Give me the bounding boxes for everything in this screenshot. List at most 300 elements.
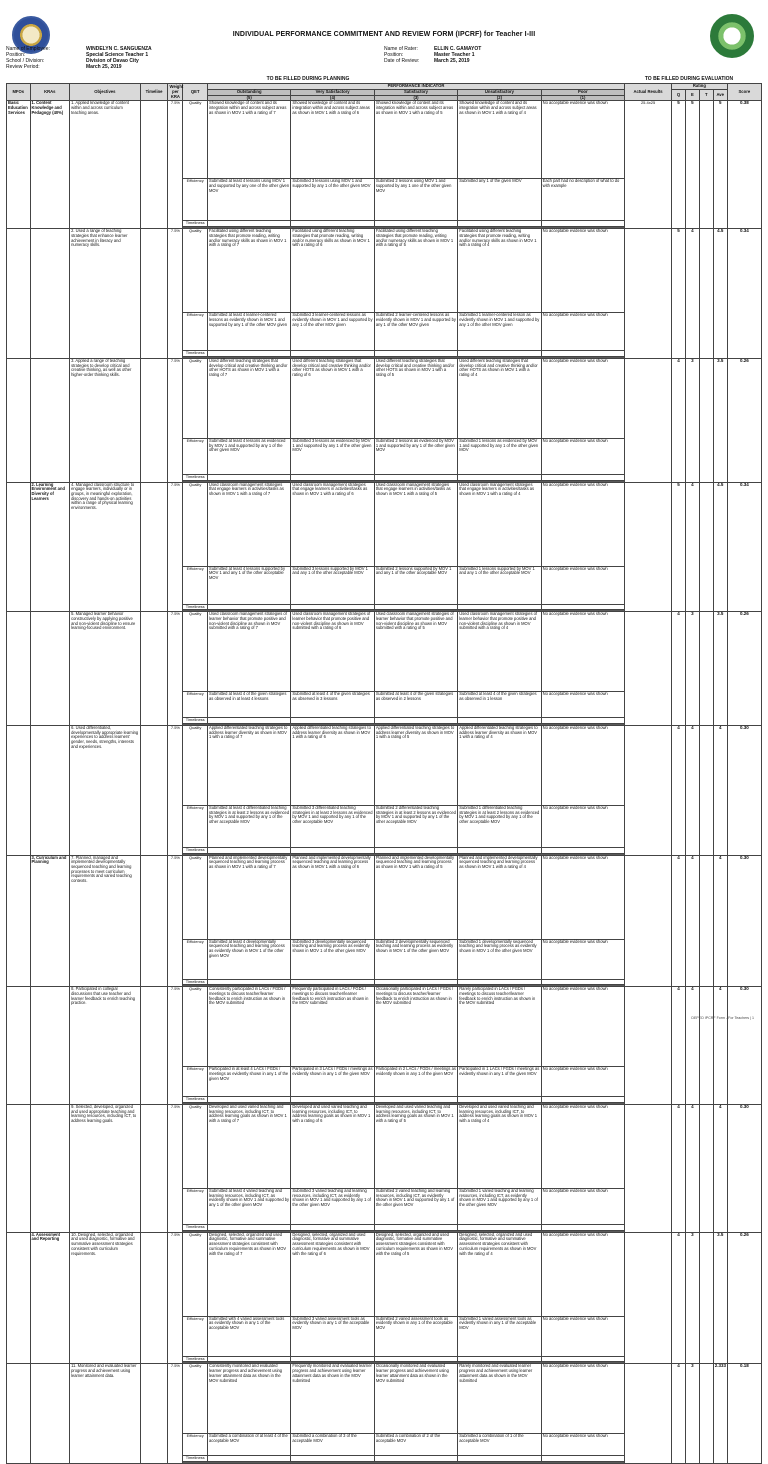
rating-score-cell: 0.34 bbox=[727, 482, 761, 612]
timeliness-label: Timeliness bbox=[183, 979, 208, 985]
col-poor-n: (1) bbox=[541, 95, 624, 101]
info-value: Special Science Teacher 1 bbox=[86, 52, 149, 58]
rating-q-cell: 4 bbox=[672, 987, 686, 1105]
efficiency-indicator-cell: Submitted 2 differentiated teaching strategies in at least 2 lessons as evidenced by MOV 1 and supported by any 1 of the other acceptable MOV bbox=[374, 805, 457, 847]
quality-indicator-cell: No acceptable evidence was shown bbox=[541, 482, 624, 566]
quality-indicator-cell: Used classroom management strategies of learner behavior that promote positive and non-violent discipline as shown in MOV submitted with a rating of 5 bbox=[374, 612, 457, 692]
col-e: E bbox=[685, 90, 699, 101]
timeliness-label: Timeliness bbox=[183, 221, 208, 227]
rating-score-cell: 0.26 bbox=[727, 612, 761, 726]
rating-ave-cell: 2.333 bbox=[713, 1364, 727, 1464]
objective-row bbox=[7, 1364, 762, 1434]
col-unsatisfactory-n: (2) bbox=[458, 95, 541, 101]
rating-q-cell: 4 bbox=[672, 725, 686, 855]
objective-cell: 3. Applied a range of teaching strategies to develop critical and creative thinking, as well as other higher-order thinking skills. bbox=[70, 358, 141, 482]
rating-score-cell: 0.30 bbox=[727, 1105, 761, 1233]
actual-results-cell: 25.4x25 bbox=[625, 101, 672, 229]
efficiency-indicator-cell: Participated in 3 LACs / FGDs / meetings as evidently shown in any 1 of the given MOV bbox=[291, 1067, 374, 1097]
efficiency-indicator-cell: Submitted a combination of at least 4 of the acceptable MOV bbox=[208, 1434, 291, 1456]
objective-row bbox=[7, 612, 762, 692]
quality-label: Quality bbox=[183, 855, 208, 939]
rating-ave-cell: 3.5 bbox=[713, 1232, 727, 1364]
quality-indicator-cell: Used different teaching strategies that develop critical and creative thinking and/or other HOTS as shown in MOV 1 with a rating of 7 bbox=[208, 358, 291, 438]
efficiency-label: Efficiency bbox=[183, 438, 208, 474]
rating-e-cell: 4 bbox=[685, 1105, 699, 1233]
rating-t-cell bbox=[699, 229, 713, 359]
efficiency-indicator-cell: Submitted a combination of 2 of the acceptable MOV bbox=[374, 1434, 457, 1456]
efficiency-indicator-cell: Submitted 3 developmentally sequenced teaching and learning process as evidently shown in MOV 1 of the other given MOV bbox=[291, 939, 374, 979]
rating-e-cell: 4 bbox=[685, 855, 699, 987]
timeliness-label: Timeliness bbox=[183, 1456, 208, 1462]
col-very-satisfactory-n: (4) bbox=[291, 95, 374, 101]
efficiency-label: Efficiency bbox=[183, 1067, 208, 1097]
info-row bbox=[6, 64, 152, 70]
col-score: Score bbox=[727, 84, 761, 101]
quality-label: Quality bbox=[183, 101, 208, 179]
mfo-cell bbox=[7, 725, 31, 855]
efficiency-indicator-cell: Submitted 1 differentiated teaching strategies in at least 2 lessons as evidenced by MOV 1 and supported by any 1 of the other acceptable MOV bbox=[458, 805, 541, 847]
efficiency-indicator-cell: Submitted 3 varied teaching and learning resources, including ICT, as evidently shown in MOV 1 and supported by any 1 of the other given MOV bbox=[291, 1189, 374, 1225]
rating-q-cell: 4 bbox=[672, 1105, 686, 1233]
quality-indicator-cell: Designed, selected, organized and used diagnostic, formative and summative assessment strategies consistent with curriculum requirements as shown in MOV with the rating of 6 bbox=[291, 1232, 374, 1316]
mfo-cell bbox=[7, 1105, 31, 1233]
col-rating: Rating bbox=[672, 84, 728, 90]
efficiency-indicator-cell: Submitted 1 varied teaching and learning resources, including ICT, as evidently shown in MOV 1 and supported by any 1 of the other given MOV bbox=[458, 1189, 541, 1225]
page-footer: DEPED IPCRF Form - For Teachers | 1 bbox=[691, 1016, 754, 1020]
efficiency-indicator-cell: Submitted 2 lessons supported by MOV 1 and any 1 of the other acceptable MOV bbox=[374, 566, 457, 604]
kra-cell: 2. Learning Environment and Diversity of Learners bbox=[30, 482, 70, 612]
quality-indicator-cell: Developed and used varied teaching and learning resources, including ICT, to address learning goals as shown in MOV 1 with a rating of 6 bbox=[291, 1105, 374, 1189]
quality-indicator-cell: Used classroom management strategies that engage learners in activities/tasks as shown in MOV 1 with a rating of 5 bbox=[374, 482, 457, 566]
mfo-cell bbox=[7, 358, 31, 482]
quality-indicator-cell: Showed knowledge of content and its integration within and across subject areas as shown in MOV 1 with a rating of 7 bbox=[208, 101, 291, 179]
col-unsatisfactory: Unsatisfactory bbox=[458, 90, 541, 96]
quality-indicator-cell: Planned and implemented developmentally sequenced teaching and learning process as shown in MOV 1 with a rating of 6 bbox=[291, 855, 374, 939]
weight-cell: 7.5% bbox=[168, 358, 183, 482]
actual-results-cell bbox=[625, 229, 672, 359]
efficiency-label: Efficiency bbox=[183, 1434, 208, 1456]
rating-score-cell: 0.18 bbox=[727, 1364, 761, 1464]
timeliness-label: Timeliness bbox=[183, 474, 208, 480]
rating-e-cell: 3 bbox=[685, 358, 699, 482]
quality-indicator-cell: Consistently participated in LACs / FGDs / meetings to discuss teacher/learner feedback to enrich instruction as shown in the MOV submitted bbox=[208, 987, 291, 1067]
rating-t-cell bbox=[699, 855, 713, 987]
efficiency-indicator-cell: No acceptable evidence was shown bbox=[541, 805, 624, 847]
timeliness-label: Timeliness bbox=[183, 1225, 208, 1231]
rating-ave-cell: 3.5 bbox=[713, 612, 727, 726]
rating-e-cell: 4 bbox=[685, 725, 699, 855]
kra-cell bbox=[30, 1105, 70, 1233]
objective-row bbox=[7, 101, 762, 179]
mfo-cell bbox=[7, 987, 31, 1105]
timeliness-label: Timeliness bbox=[183, 351, 208, 357]
efficiency-indicator-cell: Submitted 3 lessons supported by MOV 1 and any 1 of the other acceptable MOV bbox=[291, 566, 374, 604]
col-poor: Poor bbox=[541, 90, 624, 96]
actual-results-cell bbox=[625, 1364, 672, 1464]
mfo-cell bbox=[7, 1232, 31, 1364]
quality-indicator-cell: Used different teaching strategies that develop critical and creative thinking and/or other HOTS as shown in MOV 1 with a rating of 6 bbox=[291, 358, 374, 438]
efficiency-indicator-cell: Each part had no description of what to do with example bbox=[541, 179, 624, 221]
quality-indicator-cell: Applied differentiated teaching strategies to address learner diversity as shown in MOV 1 with a rating of 6 bbox=[291, 725, 374, 805]
efficiency-indicator-cell: Participated in 1 LACs / FGDs / meetings as evidently shown in any 1 of the given MOV bbox=[458, 1067, 541, 1097]
efficiency-indicator-cell: Submitted 2 varied assessment tools as evidently shown in any 1 of the acceptable MOV bbox=[374, 1316, 457, 1356]
objective-cell: 7. Planned, managed and implemented developmentally sequenced teaching and learning processes to meet curriculum requirements and varied teaching contexts. bbox=[70, 855, 141, 987]
col-weight: Weight per KRA bbox=[168, 84, 183, 101]
quality-label: Quality bbox=[183, 725, 208, 805]
objective-cell: 8. Participated in collegial discussions that use teacher and learner feedback to enrich teaching practice. bbox=[70, 987, 141, 1105]
rating-score-cell: 0.26 bbox=[727, 1232, 761, 1364]
rating-e-cell: 4 bbox=[685, 229, 699, 359]
weight-cell: 7.5% bbox=[168, 229, 183, 359]
separator-cell bbox=[183, 1462, 625, 1464]
rating-t-cell bbox=[699, 1105, 713, 1233]
rating-t-cell bbox=[699, 1232, 713, 1364]
col-q: Q bbox=[672, 90, 686, 101]
mfo-cell bbox=[7, 855, 31, 987]
mfo-cell bbox=[7, 482, 31, 612]
timeline-cell bbox=[140, 612, 168, 726]
efficiency-indicator-cell: Submitted 2 lessons as evidenced by MOV 1 and supported by any 1 of the other given MOV bbox=[374, 438, 457, 474]
quality-indicator-cell: Used classroom management strategies that engage learners in activities/tasks as shown in MOV 1 with a rating of 4 bbox=[458, 482, 541, 566]
kra-cell bbox=[30, 725, 70, 855]
quality-indicator-cell: Planned and implemented developmentally sequenced teaching and learning process as shown in MOV 1 with a rating of 7 bbox=[208, 855, 291, 939]
quality-indicator-cell: No acceptable evidence was shown bbox=[541, 725, 624, 805]
mfo-cell bbox=[7, 1364, 31, 1464]
info-value: WINDELYN C. SANGUENZA bbox=[86, 46, 152, 52]
quality-indicator-cell: Showed knowledge of content and its integration within and across subject areas as shown in MOV 1 with a rating of 4 bbox=[458, 101, 541, 179]
timeline-cell bbox=[140, 101, 168, 229]
rating-t-cell bbox=[699, 358, 713, 482]
quality-label: Quality bbox=[183, 482, 208, 566]
weight-cell: 7.5% bbox=[168, 1105, 183, 1233]
rating-t-cell bbox=[699, 101, 713, 229]
quality-label: Quality bbox=[183, 358, 208, 438]
kra-cell bbox=[30, 1364, 70, 1464]
efficiency-indicator-cell: Submitted 1 learner-centered lesson as evidently shown in MOV 1 and supported by any 1 of the other MOV given bbox=[458, 313, 541, 351]
quality-indicator-cell: Developed and used varied teaching and learning resources, including ICT, to address learning goals as shown in MOV 1 with a rating of 5 bbox=[374, 1105, 457, 1189]
quality-indicator-cell: No acceptable evidence was shown bbox=[541, 1364, 624, 1434]
ipcrf-table-body bbox=[7, 101, 762, 1464]
quality-label: Quality bbox=[183, 1364, 208, 1434]
col-satisfactory-n: (3) bbox=[374, 95, 457, 101]
efficiency-indicator-cell: Submitted at least 4 lessons supported by MOV 1 and any 1 of the other acceptable MOV bbox=[208, 566, 291, 604]
actual-results-cell bbox=[625, 725, 672, 855]
objective-cell: 10. Designed, selected, organized and used diagnostic, formative and summative assessment strategies consistent with curriculum requirements. bbox=[70, 1232, 141, 1364]
rating-score-cell: 0.30 bbox=[727, 855, 761, 987]
efficiency-indicator-cell: Submitted a combination of 3 of the acceptable MOV bbox=[291, 1434, 374, 1456]
efficiency-label: Efficiency bbox=[183, 692, 208, 718]
col-performance-indicator: PERFORMANCE INDICATOR bbox=[208, 84, 625, 90]
col-ave: Ave bbox=[713, 90, 727, 101]
col-timeline: Timeline bbox=[140, 84, 168, 101]
timeline-cell bbox=[140, 482, 168, 612]
weight-cell: 7.5% bbox=[168, 725, 183, 855]
timeline-cell bbox=[140, 1232, 168, 1364]
col-mfos: MFOs bbox=[7, 84, 31, 101]
rating-e-cell: 3 bbox=[685, 1232, 699, 1364]
objective-row bbox=[7, 358, 762, 438]
rating-e-cell: 5 bbox=[685, 101, 699, 229]
quality-indicator-cell: Planned and implemented developmentally sequenced teaching and learning process as shown in MOV 1 with a rating of 5 bbox=[374, 855, 457, 939]
actual-results-cell bbox=[625, 482, 672, 612]
efficiency-indicator-cell: Submitted at least 4 developmentally sequenced teaching and learning process as evidently shown in MOV 1 of the other given MOV bbox=[208, 939, 291, 979]
weight-cell: 7.5% bbox=[168, 482, 183, 612]
weight-cell: 7.5% bbox=[168, 855, 183, 987]
rating-score-cell: 0.30 bbox=[727, 725, 761, 855]
objective-cell: 5. Managed learner behavior constructively by applying positive and non-violent discipline to ensure learning-focused environment. bbox=[70, 612, 141, 726]
timeliness-label: Timeliness bbox=[183, 1356, 208, 1362]
quality-indicator-cell: No acceptable evidence was shown bbox=[541, 1232, 624, 1316]
efficiency-label: Efficiency bbox=[183, 566, 208, 604]
quality-indicator-cell: No acceptable evidence was shown bbox=[541, 855, 624, 939]
timeliness-label: Timeliness bbox=[183, 1097, 208, 1103]
quality-indicator-cell: Occasionally participated in LACs / FGDs / meetings to discuss teacher/learner feedback to enrich instruction as shown in the MOV submitted bbox=[374, 987, 457, 1067]
quality-indicator-cell: Applied differentiated teaching strategies to address learner diversity as shown in MOV 1 with a rating of 5 bbox=[374, 725, 457, 805]
info-label: Position: bbox=[6, 52, 26, 58]
objective-cell: 2. Used a range of teaching strategies that enhance learner achievement in literacy and numeracy skills. bbox=[70, 229, 141, 359]
rating-ave-cell: 4 bbox=[713, 725, 727, 855]
rating-ave-cell: 3.5 bbox=[713, 358, 727, 482]
actual-results-cell bbox=[625, 987, 672, 1105]
quality-label: Quality bbox=[183, 1232, 208, 1316]
quality-indicator-cell: Facilitated using different teaching strategies that promote reading, writing and/or numeracy skills as shown in MOV 1 with a rating of 6 bbox=[291, 229, 374, 313]
evaluation-banner: TO BE FILLED DURING EVALUATION bbox=[644, 76, 734, 82]
info-value: March 25, 2019 bbox=[434, 58, 470, 64]
info-value: March 25, 2019 bbox=[86, 64, 122, 70]
col-outstanding-n: (5) bbox=[208, 95, 291, 101]
objective-cell: 6. Used differentiated, developmentally appropriate learning experiences to address learners' gender, needs, strengths, interests and experiences. bbox=[70, 725, 141, 855]
kra-cell: 3. Curriculum and Planning bbox=[30, 855, 70, 987]
efficiency-indicator-cell: Submitted at least 4 differentiated teaching strategies in at least 2 lessons as evidenced by MOV 1 and supported by any 1 of the other acceptable MOV bbox=[208, 805, 291, 847]
quality-indicator-cell: Used classroom management strategies that engage learners in activities/tasks as shown in MOV 1 with a rating of 6 bbox=[291, 482, 374, 566]
timeline-cell bbox=[140, 725, 168, 855]
efficiency-indicator-cell: Submitted at least 4 of the given strategies as observed in 1 lesson bbox=[458, 692, 541, 718]
col-qet: QET bbox=[183, 84, 208, 101]
rating-score-cell: 0.38 bbox=[727, 101, 761, 229]
timeline-cell bbox=[140, 987, 168, 1105]
timeline-cell bbox=[140, 358, 168, 482]
efficiency-indicator-cell: No acceptable evidence was shown bbox=[541, 1189, 624, 1225]
rating-ave-cell: 4.5 bbox=[713, 229, 727, 359]
rating-t-cell bbox=[699, 1364, 713, 1464]
rating-q-cell: 4 bbox=[672, 612, 686, 726]
efficiency-indicator-cell: No acceptable evidence was shown bbox=[541, 1434, 624, 1456]
efficiency-indicator-cell: Submitted 3 varied assessment tools as evidently shown in any 1 of the acceptable MOV bbox=[291, 1316, 374, 1356]
info-value: ELLIN C. GAMAYOT bbox=[434, 46, 482, 52]
rating-t-cell bbox=[699, 612, 713, 726]
col-actual-results: Actual Results bbox=[625, 84, 672, 101]
planning-banner: TO BE FILLED DURING PLANNING bbox=[266, 76, 350, 82]
info-label: Name of Employee: bbox=[6, 46, 50, 52]
mfo-cell bbox=[7, 229, 31, 359]
col-satisfactory: Satisfactory bbox=[374, 90, 457, 96]
rating-score-cell: 0.26 bbox=[727, 358, 761, 482]
efficiency-indicator-cell: No acceptable evidence was shown bbox=[541, 1316, 624, 1356]
quality-indicator-cell: Showed knowledge of content and its integration within and across subject areas as shown in MOV 1 with a rating of 5 bbox=[374, 101, 457, 179]
efficiency-indicator-cell: Submitted at least 4 lessons using MOV 1 and supported by any one of the other given MOV bbox=[208, 179, 291, 221]
efficiency-indicator-cell: Submitted 1 varied assessment tools as evidently shown in any 1 of the acceptable MOV bbox=[458, 1316, 541, 1356]
employee-info bbox=[6, 46, 152, 70]
objective-row bbox=[7, 1232, 762, 1316]
objective-row bbox=[7, 987, 762, 1067]
rating-score-cell: 0.34 bbox=[727, 229, 761, 359]
quality-indicator-cell: Designed, selected, organized and used diagnostic, formative and summative assessment strategies consistent with curriculum requirements as shown in MOV with the rating of 4 bbox=[458, 1232, 541, 1316]
objective-row bbox=[7, 482, 762, 566]
col-very-satisfactory: Very Satisfactory bbox=[291, 90, 374, 96]
info-label: Review Period: bbox=[6, 64, 40, 70]
quality-indicator-cell: No acceptable evidence was shown bbox=[541, 229, 624, 313]
quality-indicator-cell: Frequently participated in LACs / FGDs / meetings to discuss teacher/learner feedback to enrich instruction as shown in the MOV submitted bbox=[291, 987, 374, 1067]
quality-indicator-cell: Consistently monitored and evaluated learner progress and achievement using learner attainment data as shown in the MOV submitted bbox=[208, 1364, 291, 1434]
efficiency-indicator-cell: Submitted 1 lessons as evidenced by MOV 1 and supported by any 1 of the other given MOV bbox=[458, 438, 541, 474]
objective-row bbox=[7, 725, 762, 805]
col-t: T bbox=[699, 90, 713, 101]
rating-q-cell: 5 bbox=[672, 229, 686, 359]
weight-cell: 7.5% bbox=[168, 1364, 183, 1464]
quality-indicator-cell: Used classroom management strategies of learner behavior that promote positive and non-violent discipline as shown in MOV submitted with a rating of 7 bbox=[208, 612, 291, 692]
rating-q-cell: 4 bbox=[672, 1232, 686, 1364]
info-label: Date of Review: bbox=[384, 58, 420, 64]
rating-score-cell: 0.30 bbox=[727, 987, 761, 1105]
info-value: Division of Davao City bbox=[86, 58, 139, 64]
mfo-cell bbox=[7, 612, 31, 726]
timeline-cell bbox=[140, 1364, 168, 1464]
kra-cell bbox=[30, 358, 70, 482]
quality-indicator-cell: Showed knowledge of content and its integration within and across subject areas as shown in MOV 1 with a rating of 6 bbox=[291, 101, 374, 179]
objective-row bbox=[7, 1105, 762, 1189]
efficiency-indicator-cell: Submitted 3 lessons as evidenced by MOV 1 and supported by any 1 of the other given MOV bbox=[291, 438, 374, 474]
efficiency-indicator-cell: Submitted at least 4 varied teaching and learning resources, including ICT, as evidently shown in MOV 1 and supported by any 1 of the other given MOV bbox=[208, 1189, 291, 1225]
efficiency-indicator-cell: No acceptable evidence was shown bbox=[541, 1067, 624, 1097]
kra-cell: 4. Assessment and Reporting bbox=[30, 1232, 70, 1364]
efficiency-indicator-cell: Submitted at least 4 of the given strategies as observed in at least 4 lessons bbox=[208, 692, 291, 718]
rater-info bbox=[384, 46, 481, 64]
timeliness-label: Timeliness bbox=[183, 718, 208, 724]
objective-cell: 11. Monitored and evaluated learner progress and achievement using learner attainment data. bbox=[70, 1364, 141, 1464]
efficiency-indicator-cell: Submitted a combination of 1 of the acceptable MOV bbox=[458, 1434, 541, 1456]
weight-cell: 7.5% bbox=[168, 101, 183, 229]
quality-indicator-cell: Facilitated using different teaching strategies that promote reading, writing and/or numeracy skills as shown in MOV 1 with a rating of 5 bbox=[374, 229, 457, 313]
kra-cell: 1. Content Knowledge and Pedagogy (40%) bbox=[30, 101, 70, 229]
quality-indicator-cell: Used classroom management strategies of learner behavior that promote positive and non-violent discipline as shown in MOV submitted with a rating of 4 bbox=[458, 612, 541, 692]
efficiency-indicator-cell: Submitted at least 4 lessons as evidenced by MOV 1 and supported by any 1 of the other given MOV bbox=[208, 438, 291, 474]
quality-indicator-cell: No acceptable evidence was shown bbox=[541, 101, 624, 179]
actual-results-cell bbox=[625, 1232, 672, 1364]
quality-indicator-cell: Facilitated using different teaching strategies that promote reading, writing and/or numeracy skills as shown in MOV 1 with a rating of 4 bbox=[458, 229, 541, 313]
rating-ave-cell: 5 bbox=[713, 101, 727, 229]
quality-indicator-cell: Frequently monitored and evaluated learner progress and achievement using learner attainment data as shown in the MOV submitted bbox=[291, 1364, 374, 1434]
objective-cell: 9. Selected, developed, organized and used appropriate teaching and learning resources, including ICT, to address learning goals. bbox=[70, 1105, 141, 1233]
info-label: Name of Rater: bbox=[384, 46, 418, 52]
efficiency-indicator-cell: Submitted 1 lessons supported by MOV 1 and any 1 of the other acceptable MOV bbox=[458, 566, 541, 604]
rating-q-cell: 5 bbox=[672, 482, 686, 612]
quality-indicator-cell: Designed, selected, organized and used diagnostic, formative and summative assessment strategies consistent with curriculum requirements as shown in MOV with the rating of 7 bbox=[208, 1232, 291, 1316]
efficiency-indicator-cell: Submitted at least 4 of the given strategies as observed in 3 lessons bbox=[291, 692, 374, 718]
quality-indicator-cell: Rarely monitored and evaluated learner progress and achievement using learner attainment data as shown in the MOV submitted bbox=[458, 1364, 541, 1434]
rating-e-cell: 3 bbox=[685, 1364, 699, 1464]
info-label: School / Division: bbox=[6, 58, 45, 64]
efficiency-indicator-cell: Submitted at least 4 of the given strategies as observed in 2 lessons bbox=[374, 692, 457, 718]
weight-cell: 7.5% bbox=[168, 612, 183, 726]
efficiency-indicator-cell: Participated in 2 LACs / FGDs / meetings as evidently shown in any 1 of the given MOV bbox=[374, 1067, 457, 1097]
quality-indicator-cell: No acceptable evidence was shown bbox=[541, 1105, 624, 1189]
efficiency-indicator-cell: No acceptable evidence was shown bbox=[541, 313, 624, 351]
objective-row bbox=[7, 229, 762, 313]
efficiency-label: Efficiency bbox=[183, 1189, 208, 1225]
rating-t-cell bbox=[699, 482, 713, 612]
rating-e-cell: 4 bbox=[685, 987, 699, 1105]
actual-results-cell bbox=[625, 358, 672, 482]
efficiency-indicator-cell: No acceptable evidence was shown bbox=[541, 939, 624, 979]
col-kras: KRAs bbox=[30, 84, 70, 101]
kra-cell bbox=[30, 229, 70, 359]
timeliness-label: Timeliness bbox=[183, 604, 208, 610]
quality-indicator-cell: Used different teaching strategies that develop critical and creative thinking and/or other HOTS as shown in MOV 1 with a rating of 5 bbox=[374, 358, 457, 438]
efficiency-indicator-cell: Submitted 1 developmentally sequenced teaching and learning process as evidently shown in MOV 1 of the other given MOV bbox=[458, 939, 541, 979]
info-value: Master Teacher 1 bbox=[434, 52, 475, 58]
quality-indicator-cell: Rarely participated in LACs / FGDs / meetings to discuss teacher/learner feedback to enrich instruction as shown in the MOV submitted bbox=[458, 987, 541, 1067]
quality-indicator-cell: Designed, selected, organized and used diagnostic, formative and summative assessment strategies consistent with curriculum requirements as shown in MOV with the rating of 5 bbox=[374, 1232, 457, 1316]
rating-ave-cell: 4.5 bbox=[713, 482, 727, 612]
quality-indicator-cell: Used different teaching strategies that develop critical and creative thinking and/or other HOTS as shown in MOV 1 with a rating of 4 bbox=[458, 358, 541, 438]
quality-indicator-cell: No acceptable evidence was shown bbox=[541, 358, 624, 438]
timeline-cell bbox=[140, 229, 168, 359]
quality-indicator-cell: Facilitated using different teaching strategies that promote reading, writing and/or numeracy skills as shown in MOV 1 with a rating of 7 bbox=[208, 229, 291, 313]
actual-results-cell bbox=[625, 612, 672, 726]
efficiency-indicator-cell: Submitted 2 lessons using MOV 1 and supported by any 1 one of the other given MOV bbox=[374, 179, 457, 221]
quality-label: Quality bbox=[183, 612, 208, 692]
rating-q-cell: 4 bbox=[672, 855, 686, 987]
quality-label: Quality bbox=[183, 987, 208, 1067]
rating-ave-cell: 4 bbox=[713, 855, 727, 987]
objective-cell: 4. Managed classroom structure to engage learners, individually or in groups, in meaningful exploration, discovery and hands-on activities within a range of physical learning environments. bbox=[70, 482, 141, 612]
quality-indicator-cell: Applied differentiated teaching strategies to address learner diversity as shown in MOV 1 with a rating of 7 bbox=[208, 725, 291, 805]
efficiency-indicator-cell: No acceptable evidence was shown bbox=[541, 692, 624, 718]
quality-indicator-cell: Occasionally monitored and evaluated learner progress and achievement using learner attainment data as shown in the MOV submitted bbox=[374, 1364, 457, 1434]
efficiency-indicator-cell: Submitted 2 varied teaching and learning resources, including ICT, as evidently shown in MOV 1 and supported by any 1 of the other given MOV bbox=[374, 1189, 457, 1225]
quality-indicator-cell: Used classroom management strategies of learner behavior that promote positive and non-violent discipline as shown in MOV submitted with a rating of 6 bbox=[291, 612, 374, 692]
efficiency-indicator-cell: Submitted 3 learner-centered lessons as evidently shown in MOV 1 and supported by any 1 of the other MOV given bbox=[291, 313, 374, 351]
mfo-cell: Basic Education Services bbox=[7, 101, 31, 229]
efficiency-indicator-cell: Submitted with 4 varied assessment tools as evidently shown in any 1 of the acceptable MOV bbox=[208, 1316, 291, 1356]
col-objectives: Objectives bbox=[70, 84, 141, 101]
rating-ave-cell: 4 bbox=[713, 987, 727, 1105]
efficiency-label: Efficiency bbox=[183, 313, 208, 351]
rating-e-cell: 3 bbox=[685, 612, 699, 726]
efficiency-indicator-cell: Submitted at least 4 learner-centered lessons as evidently shown in MOV 1 and supported by any 1 of the other MOV given bbox=[208, 313, 291, 351]
efficiency-indicator-cell: No acceptable evidence was shown bbox=[541, 438, 624, 474]
rating-e-cell: 4 bbox=[685, 482, 699, 612]
weight-cell: 7.5% bbox=[168, 987, 183, 1105]
quality-label: Quality bbox=[183, 229, 208, 313]
form-title: INDIVIDUAL PERFORMANCE COMMITMENT AND REVIEW FORM (IPCRF) for Teacher I-III bbox=[232, 31, 536, 38]
efficiency-indicator-cell: Submitted 3 differentiated teaching strategies in at least 2 lessons as evidenced by MOV 1 and supported by any 1 of the other acceptable MOV bbox=[291, 805, 374, 847]
info-label: Position: bbox=[384, 52, 404, 58]
weight-cell: 7.5% bbox=[168, 1232, 183, 1364]
timeliness-label: Timeliness bbox=[183, 847, 208, 853]
quality-indicator-cell: Developed and used varied teaching and learning resources, including ICT, to address learning goals as shown in MOV 1 with a rating of 7 bbox=[208, 1105, 291, 1189]
efficiency-indicator-cell: Submitted 2 developmentally sequenced teaching and learning process as evidently shown in MOV 1 of the other given MOV bbox=[374, 939, 457, 979]
kra-cell bbox=[30, 612, 70, 726]
timeline-cell bbox=[140, 855, 168, 987]
kra-cell bbox=[30, 987, 70, 1105]
efficiency-indicator-cell: Submitted 2 learner-centered lessons as evidently shown in MOV 1 and supported by any 1 of the other MOV given bbox=[374, 313, 457, 351]
rating-t-cell bbox=[699, 725, 713, 855]
quality-indicator-cell: Used classroom management strategies that engage learners in activities/tasks as shown in MOV 1 with a rating of 7 bbox=[208, 482, 291, 566]
efficiency-indicator-cell: No acceptable evidence was shown bbox=[541, 566, 624, 604]
quality-indicator-cell: Applied differentiated teaching strategies to address learner diversity as shown in MOV 1 with a rating of 4 bbox=[458, 725, 541, 805]
col-outstanding: Outstanding bbox=[208, 90, 291, 96]
